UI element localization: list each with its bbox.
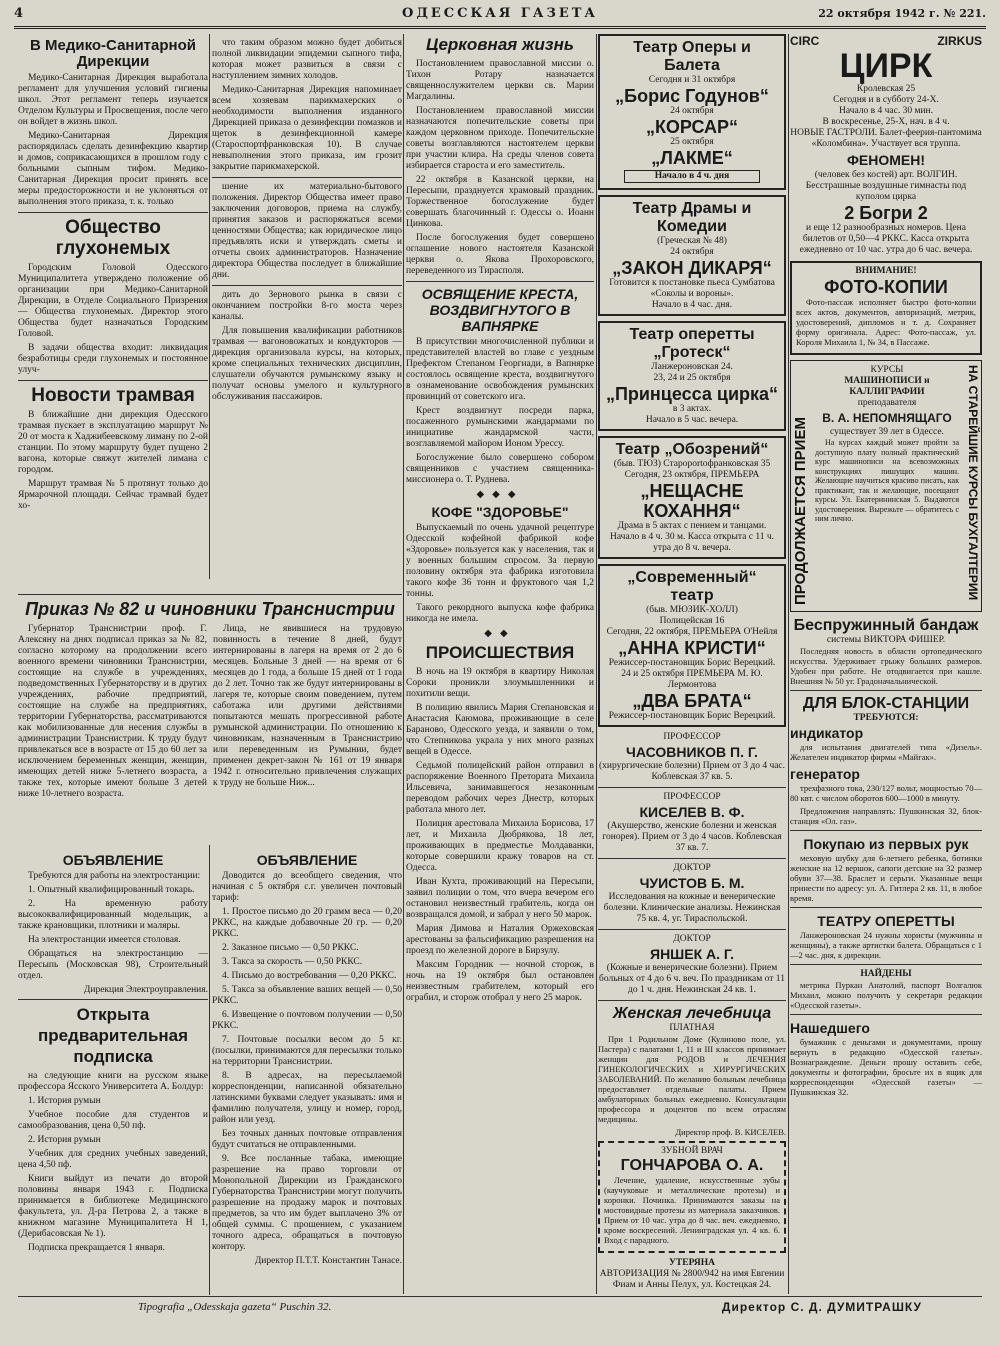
- dentist-ad: [598, 1141, 786, 1253]
- announcement-paragraph: 2. Заказное письмо — 0,50 РККС.: [222, 943, 359, 953]
- ad-text: На курсах каждый может пройти за доступную плату полный практический курс машинописи на всевозможных конструкциях пишущих машин. Желающие научиться красиво писать, как практикант, так и желающие, посещают курсы. Ул. Екатерининская 5. Выдаются удостоверения. Вырежьте — обратитесь с ним лично.: [815, 438, 959, 523]
- drama-theatre-ad: [598, 195, 786, 316]
- divider: [598, 929, 786, 930]
- ad-line: В воскресенье, 25-Х, нач. в 4 ч.: [822, 117, 950, 127]
- article-paragraph: Полиция арестовала Михаила Борисова, 17 лет, и Михаила Дюбрякова, 18 лет, проживающих в предместье Молдаванки, которые совершили кражу товаров на ст. Одесса.: [406, 819, 594, 873]
- ad-line: Режиссер-постановщик Борис Верецкий.: [608, 711, 776, 721]
- ad-line: Начало в 4 ч. дня: [624, 170, 760, 183]
- ad-line: 24 и 25 октября ПРЕМЬЕРА М. Ю. Лермонтова: [621, 669, 763, 690]
- ad-text: При 1 Родильном Доме (Кулиново поле, ул. Пастера) с палатами 1, 11 и III классов принимает женщин для РОДОВ и ЛЕЧЕНИЯ ГИНЕКОЛОГИЧЕСКИХ и ХИРУРГИЧЕСКИХ ЗАБОЛЕВАНИЙ. По желанию больным лечебница предоставляет отдельные палаты. Прием амбулаторных больных ежедневно. Консультации профессора и доцентов по всем отраслям медицины.: [598, 1034, 786, 1124]
- ad-line: в 3 актах.: [672, 404, 712, 414]
- announcement-paragraph: Без точных данных почтовые отправления будут считаться не отправленными.: [212, 1129, 402, 1150]
- signature: Дирекция Электроуправления.: [83, 985, 208, 995]
- article-paragraph: Медико-Санитарная Дирекция распорядилась сделать дезинфекцию квартир и домов, соприкасающихся в прошлом году с больными сыпным тифом. Медико-Санитарная Дирекция просит принять все меры предосторожности и не уклоняться от выполнения этого приказа, т. к. только: [18, 131, 208, 207]
- column-2-top: [212, 34, 402, 589]
- ad-title: Театр Оперы и Балета: [633, 39, 751, 74]
- bandage-ad: [790, 617, 982, 686]
- article-paragraph: Медико-Санитарная Дирекция выработала регламент для улучшения условий гигиены школ. Этот регламент теперь изучается Отделом Культуры и Просвещения, после чего он войдет в жизнь школ.: [18, 73, 208, 127]
- buying-ad: [790, 835, 982, 903]
- divider: [406, 281, 594, 282]
- ad-line: Сегодня, 23 октября, ПРЕМЬЕРА: [624, 470, 760, 480]
- order-82-article: [18, 594, 402, 849]
- ad-line: Сегодня, 22 октября, ПРЕМЬЕРА О'Нейля: [606, 627, 778, 637]
- ad-line: (быв. ТЮЗ) Староportoфранковская 35: [613, 459, 771, 469]
- divider: [212, 177, 402, 178]
- ad-title: Беспружинный бандаж: [793, 617, 979, 634]
- vertical-banner: ПРОДОЛЖАЕТСЯ ПРИЕМ: [792, 417, 809, 605]
- article-paragraph: Постановлением православной миссии назначаются попечительские советы при каждом церковном приходе. Попечительские советы возглавляются настоятелем церкви при участии клира. На среды членов совета избирается староста и его заместитель.: [406, 106, 594, 171]
- ad-line: ЗУБНОЙ ВРАЧ: [661, 1146, 723, 1156]
- article-paragraph: Богослужение было совершено собором священников с участием священника-миссионера о. Т. Руднева.: [406, 453, 594, 485]
- ad-line: (человек без костей) арт. ВОЛГИН.: [814, 170, 958, 180]
- ad-title: Покупаю из первых рук: [803, 836, 969, 852]
- ad-highlight: ФЕНОМЕН!: [846, 152, 926, 168]
- found-notice: [790, 969, 982, 1010]
- ad-line: 24 октября: [670, 106, 714, 116]
- operetta-hiring-ad: [790, 912, 982, 960]
- divider: [790, 1014, 982, 1015]
- announcement-paragraph: Доводится до всеобщего сведения, что начиная с 5 октября с.г. увеличен почтовый тариф:: [212, 871, 402, 903]
- announcement-paragraph: 3. Такса за скорость — 0,50 РККС.: [222, 957, 363, 967]
- announcement-title: ОБЪЯВЛЕНИЕ: [256, 852, 358, 868]
- ad-line: Готовится к постановке пьеса Сумбатова «Соколы и вороны».: [609, 278, 775, 299]
- divider: [598, 858, 786, 859]
- column-rule: [403, 34, 404, 1294]
- ad-text: трехфазного тока, 230/127 вольт, мощностью 70—80 квт. с числом оборотов 600—1000 в минуту.: [790, 783, 982, 803]
- ad-text: для испытания двигателей типа «Дизель». Желателен индикатор фирмы «Майгак».: [790, 742, 982, 762]
- typing-courses-ad: [790, 360, 982, 612]
- ad-title: „Современный“ театр: [627, 569, 757, 604]
- issue-date: 22 октября 1942 г. № 221.: [818, 7, 986, 20]
- article-paragraph: В присутствии многочисленной публики и представителей властей во главе с уездным Префектом Степаном Георгиади, в Вапнярке состоялось освящение креста, воздвигнутого в ознаменование освобождения румынских провинций от советского ига.: [406, 337, 594, 402]
- ad-highlight: „Борис Годунов“: [615, 86, 769, 106]
- director-signature: Директор С. Д. ДУМИТРАШКУ: [721, 1300, 922, 1314]
- masthead: [14, 4, 986, 29]
- article-paragraph: Городским Головой Одесского Муниципалитета утверждено положение об организации при Медико-Санитарной Дирекции, в Отделе Социального Призрения — Общества глухонемых. Директор этого Общества будет назначаться Городским Головой.: [18, 263, 208, 339]
- ad-highlight: „Принцесса цирка“: [605, 384, 779, 404]
- ad-title: В. А. НЕПОМНЯЩАГО: [822, 411, 952, 425]
- article-paragraph: Такого рекордного выпуска кофе фабрика никогда не имела.: [406, 603, 594, 624]
- ad-line: Начало в 5 час. вечера.: [645, 415, 739, 425]
- column-4: [598, 34, 786, 1292]
- block-station-ad: [790, 695, 982, 826]
- column-rule: [788, 34, 789, 1294]
- announcement-paragraph: 1. Опытный квалифицированный токарь.: [28, 885, 195, 895]
- article-paragraph: После богослужения будет совершено оглашение нового настоятеля Казанской церкви о. Якова Прохоровского, переведенного из Тирасполя.: [406, 233, 594, 276]
- ad-line: Драма в 5 актах с пением и танцами.: [617, 521, 767, 531]
- article-paragraph: В задачи общества входит: ликвидация безработицы среди глухонемых и постоянное улуч-: [18, 343, 208, 375]
- ad-line: системы ВИКТОРА ФИШЕР.: [826, 635, 946, 645]
- ad-text: бумажник с деньгами и документами, прошу вернуть в редакцию «Одесской газеты». Вознаграждение. Деньги прошу оставить себе, документы и фотографии, бросьте их в ящик для корреспонденции «Одесской газеты» — Пушкинская 32.: [790, 1037, 982, 1097]
- announcement-paragraph: 4. Письмо до востребования — 0,20 РККС.: [222, 971, 397, 981]
- article-paragraph: Максим Городник — ночной сторож, в ночь на 19 октября был остановлен неизвестным грабителем, который его ограбил, и сторож отобрал у него 25 марок.: [406, 960, 594, 1003]
- divider: [790, 690, 982, 691]
- ad-text: метрика Пуркан Анатолий, паспорт Волгалюк Михаил, можно получить у секретаря редакции «Одесской газеты».: [790, 980, 982, 1010]
- ad-text: меховую шубку для 6-летнего ребенка, ботинки женские на 12 вершок, сапоги детские на 32 размер обуви 37—38. Браслет и серьги. Указанные вещи принести по адресу: ул. А. Гитлера 2 кв. 11, в любое время.: [790, 853, 982, 903]
- doctor-role: ПРОФЕССОР: [663, 732, 721, 742]
- column-rule: [209, 845, 210, 1295]
- divider: [18, 999, 208, 1000]
- ad-line: Начало в 4 ч. 30 м. Касса открыта с 11 ч. утра до 8 ч. вечера.: [609, 532, 774, 553]
- article-paragraph: Медико-Санитарная Дирекция напоминает всем хозяевам парикмахерских о необходимости выполнения изданного Дирекцией приказа о дезинфекции помазков и щеток в дезинфекционной камере (Староспортфранковская 10). В случае невыполнения этого приказа, им грозит закрытие парикмахерской.: [212, 85, 402, 172]
- ad-text: АВТОРИЗАЦИЯ № 2800/942 на имя Евгении Фиам и Анны Пелух, ул. Костецкая 24.: [599, 1269, 785, 1290]
- announcement-paragraph: 9. Все посланные табака, имеющие разрешение на право торговли от Монопольной Дирекции из Гражданского Губернаторства Транснистрии могут получить разрешение на продажу марок и почтовых предметов, за что им будет выплачено 3% от общей суммы. С прошением, с указанием точного адреса, обращаться в почтовую контору.: [212, 1154, 402, 1252]
- ad-text: Последняя новость в области ортопедического искусства. Удерживает грыжу больших размеров. Удобен при работе. Не отодвигается при кашле. Внешняя № 50 уг. Градоначальнической.: [790, 646, 982, 686]
- announcement-paragraph: 5. Такса за объявление ваших вещей — 0,50 РККС.: [212, 985, 402, 1006]
- ad-line: ТРЕБУЮТСЯ:: [853, 713, 919, 723]
- announcement-paragraph: На электростанции имеется столовая.: [28, 935, 181, 945]
- doctor-name: ЧАСОВНИКОВ П. Г.: [626, 744, 758, 760]
- article-paragraph: Седьмой полицейский район отправил в распоряжение Военного Претората Михаила Ильсевича, занимавшегося незаконным переводом рабочих через Днестр, которых работала много лет.: [406, 761, 594, 815]
- announcement-paragraph: 1. Простое письмо до 20 грамм веса — 0,20 РККС, на каждые добавочные 20 гр. — 0,20 РККС.: [212, 907, 402, 939]
- ad-highlight: индикатор: [790, 725, 864, 741]
- subscription-paragraph: Подписка прекращается 1 января.: [28, 1243, 165, 1253]
- column-1-top: [18, 34, 208, 589]
- announcement-paragraph: 6. Извещение о почтовом получении — 0,50 РККС.: [212, 1010, 402, 1031]
- article-paragraph: В ближайшие дни дирекция Одесского трамвая пускает в эксплуатацию маршрут № 20 от моста к Хаджибеевскому лиману по 2-ой станции. По этому маршруту будет пущено 2 вагона, которые свяжут жителей лимана с городом.: [18, 410, 208, 475]
- article-title: Церковная жизнь: [426, 35, 574, 54]
- ad-line: существует 39 лет в Одессе.: [830, 427, 944, 437]
- article-paragraph: 22 октября в Казанской церкви, на Пересыпи, празднуется храмовый праздник. Торжественное богослужение будет совершать благочинный г. Одессы о. Иоанн Цинкова.: [406, 175, 594, 229]
- ad-line: 24 октября: [670, 247, 714, 257]
- divider: [790, 907, 982, 908]
- divider: [18, 212, 208, 213]
- article-paragraph: Маршрут трамвая № 5 протянут только до Ярмарочной площади. Сейчас трамвай будет хо-: [18, 479, 208, 511]
- divider: [598, 1000, 786, 1001]
- ad-title: ДЛЯ БЛОК-СТАНЦИИ: [802, 695, 970, 712]
- article-paragraph: что таким образом можно будет добиться полной ликвидации эпидемии сыпного тифа, которая может развиться в связи с наступлением зимних холодов.: [212, 38, 402, 81]
- column-5: [790, 34, 982, 1292]
- article-title: Приказ № 82 и чиновники Транснистрии: [25, 599, 395, 619]
- ad-title: ФОТО-КОПИИ: [824, 277, 948, 297]
- doctor-name: ЯНШЕК А. Г.: [650, 946, 734, 962]
- article-paragraph: дить до Зернового рынка в связи с окончанием постройки 8-го моста через каналы.: [212, 290, 402, 322]
- ad-line: ПЛАТНАЯ: [669, 1023, 715, 1033]
- ad-line: 25 октября: [670, 137, 714, 147]
- page-number: 4: [14, 6, 24, 21]
- ad-text: Фото-пассаж исполняет быстро фото-копии всех актов, документов, авторизаций, метрик, удостоверений, дипломов и т. д. Сохраняет форму оригинала. Адрес: Фото-пассаж, ул. Короля Михаила 1, № 34, в Пассаже.: [796, 297, 976, 347]
- divider: [790, 964, 982, 965]
- ad-title: НАЙДЕНЫ: [860, 969, 912, 979]
- ad-text: Лечение, удаление, искусственные зубы (каучуковые и металлические протезы) и коронки. Починка. Принимаются заказы на мостовидные протезы из материала заказчиков. Прием от 10 час. утра до 8 час. веч. ежедневно, кроме воскресений. Ленинградская ул. 4 кв. 6. Вход с парадного.: [604, 1175, 780, 1245]
- signature: Директор П.Т.Т. Константин Танасе.: [254, 1256, 402, 1266]
- column-3: [406, 34, 594, 1292]
- article-title: Общество глухонемых: [55, 217, 171, 259]
- lost-notice: [598, 1258, 786, 1291]
- announcement-paragraph: 2. На временную работу высококвалифицированный модельщик, а также крановщики, плотники и маляры.: [18, 899, 208, 931]
- ad-line: Бесстрашные воздушные гимнасты под куполом цирка: [805, 181, 967, 202]
- ad-line: Кролевская 25: [856, 84, 916, 94]
- column-1-bottom: [18, 848, 208, 1293]
- ad-title: Театр „Обозрений“: [615, 441, 769, 458]
- ad-line: НОВЫЕ ГАСТРОЛИ. Балет-феерия-пантомима «Коломбина». Участвует вся труппа.: [790, 128, 982, 149]
- article-title: Новости трамвая: [31, 385, 195, 406]
- ad-line: ВНИМАНИЕ!: [855, 266, 917, 276]
- printer-imprint: Tipografia „Odesskaja gazeta“ Puschin 32.: [138, 1301, 332, 1313]
- newspaper-name: ОДЕССКАЯ ГАЗЕТА: [402, 6, 598, 21]
- signature: Директор проф. В. КИСЕЛЕВ.: [675, 1127, 786, 1137]
- doctor-info: Исследования на кожные и венерические болезни. Клинические анализы. Нежинская 75 кв. 4, уг. Тираспольской.: [603, 892, 781, 924]
- subscription-paragraph: 2. История румын: [28, 1135, 101, 1145]
- circus-label-right: ZIRKUS: [937, 34, 982, 48]
- article-paragraph: Для повышения квалификации работников трамвая — вагоновожатых и кондукторов — дирекция организовала курсы, на которых, кроме специальных технических дисциплин, слушатели обучаются румынскому языку и получат основы умелого и культурного обслуживания пассажиров.: [212, 326, 402, 402]
- womens-clinic-ad: [598, 1005, 786, 1137]
- ad-highlight: „ЗАКОН ДИКАРЯ“: [612, 258, 772, 278]
- ad-line: (Греческая № 48): [657, 236, 727, 246]
- ad-title: Театр Драмы и Комедии: [632, 200, 752, 235]
- ad-title: УТЕРЯНА: [668, 1258, 716, 1268]
- ad-highlight: 2 Богри 2: [844, 203, 928, 223]
- finder-notice: [790, 1019, 982, 1097]
- opera-theatre-ad: [598, 34, 786, 190]
- column-rule: [209, 34, 210, 579]
- ad-line: КУРСЫ: [870, 365, 904, 375]
- article-title: ОСВЯЩЕНИЕ КРЕСТА, ВОЗДВИГНУТОГО В ВАПНЯРКЕ: [421, 286, 579, 334]
- ad-highlight: „КОРСАР“: [645, 117, 739, 137]
- sovremenny-theatre-ad: [598, 564, 786, 727]
- ad-title: Женская лечебница: [612, 1005, 772, 1022]
- article-paragraph: В полицию явились Мария Степановская и Анастасия Каюмова, проживающие в селе Бараново, Одесского уезда, и заявили о том, что Степникова украла у них много разных вещей в Одессе.: [406, 703, 594, 757]
- footer: [18, 1296, 982, 1321]
- divider: [18, 380, 208, 381]
- subscription-paragraph: Учебное пособие для студентов и самообразования, цена 0,50 пф.: [18, 1110, 208, 1131]
- ad-highlight: „АННА КРИСТИ“: [618, 638, 766, 658]
- ad-title: Нашедшего: [790, 1020, 870, 1036]
- ad-title: ГОНЧАРОВА О. А.: [620, 1157, 764, 1174]
- ad-line: (быв. МЮЗИК-ХОЛЛ): [646, 605, 738, 615]
- subscription-paragraph: на следующие книги на русском языке профессора Ясского Университета А. Болдур:: [18, 1071, 208, 1092]
- doctor-name: ЧУИСТОВ Б. М.: [639, 875, 745, 891]
- announcement-paragraph: Требуются для работы на электростанции:: [28, 871, 201, 881]
- doctor-info: (хирургические болезни) Прием от 3 до 4 час. Коблевская 37 кв. 5.: [598, 761, 786, 782]
- column-rule: [596, 34, 597, 1294]
- article-title: ПРОИСШЕСТВИЯ: [425, 643, 575, 662]
- article-paragraph: Крест воздвигнут посреди парка, посаженного румынскими жандармами по инициативе жандармской части, возглавляемой майором Ионом Урессу.: [406, 406, 594, 449]
- ad-line: Сегодня и в субботу 24-X.: [833, 95, 939, 105]
- ad-line: 23, 24 и 25 октября: [653, 373, 731, 383]
- photo-copy-ad: [790, 261, 982, 355]
- announcement-title: ОБЪЯВЛЕНИЕ: [62, 852, 164, 868]
- ad-line: Начало в 4 час. дня.: [651, 300, 733, 310]
- article-paragraph: шение их материально-бытового положения. Директор Общества имеет право заключения договоров, приема на службу, принятия заказов и распоряжаться всеми ценностями Общества; как юридическое лицо предъявлять иски и утверждать сметы и отчеты своих администраторов. Назначение директора Общества последует в ближайшие дни.: [212, 182, 402, 280]
- ad-line: Режиссер-постановщик Борис Верецкий.: [608, 658, 776, 668]
- subscription-paragraph: 1. История румын: [28, 1096, 101, 1106]
- divider: [212, 285, 402, 286]
- ad-text: Ланжероновская 24 нужны хористы (мужчины и женщины), а также артистки балета. Обращаться с 1—2 час. дня, к дирекции.: [790, 930, 982, 960]
- doctor-name: КИСЕЛЕВ В. Ф.: [639, 804, 745, 820]
- divider: [790, 830, 982, 831]
- circus-ad: [790, 34, 982, 256]
- ad-highlight: „ЛАКМЕ“: [651, 148, 733, 168]
- article-paragraph: Иван Кухта, проживающий на Пересыпи, заявил полиции о том, что вчера вечером его остановил неизвестный грабитель, когда он возвращался домой, и забрал у него 50 марок.: [406, 877, 594, 920]
- article-paragraph: Лица, не явившиеся на трудовую повинность в течение 8 дней, будут интернированы в лагеря на время от 2 до 6 месяцев. Больные 3 дней — на время от 6 месяцев до 1 года, а больше 15 дней от 1 года до 2 лет. Точно так же будут интернированы в лагеря те, которые своим поведением, путем саботажа или другими действиями попытаются мешать прогрессивной работе румынской администрации. По отношению к чиновникам, назначенным в Транснистрию или переведенным из Румынии, будет применен декрет-закон № 161 от 19 января 1942 г. относительно привлечения служащих к труду не больше Ниж...: [213, 624, 402, 788]
- subscription-title: Открыта предварительная подписка: [37, 1005, 189, 1066]
- ad-text: Предложения направлять: Пушкинская 32, блок-станция «Ол. газ».: [790, 806, 982, 826]
- ad-line: Ланжероновская 24.: [651, 362, 733, 372]
- article-paragraph: Мария Димова и Наталия Оржеховская арестованы за фальсификацию разрешения на проезд по железной дороге в Бирзулу.: [406, 924, 594, 956]
- article-title: КОФЕ "ЗДОРОВЬЕ": [431, 504, 569, 520]
- ad-line: Начало в 4 час. 30 мин.: [838, 106, 934, 116]
- article-paragraph: Постановлением православной миссии о. Тихон Ротару назначается священнослужителем церкви св. Марии Магдалины.: [406, 59, 594, 102]
- circus-title: ЦИРК: [839, 47, 933, 85]
- ornament: ◆◆: [484, 628, 516, 639]
- column-2-bottom: [212, 848, 402, 1293]
- obozreniy-theatre-ad: [598, 436, 786, 559]
- article-paragraph: Губернатор Транснистрии проф. Г. Алексяну на днях подписал приказ за № 82, согласно которому на продолжении всего военного времени чиновники Транснистрии, состоящие на службе в учреждениях, подведомственных Губернаторству и в других учреждениях, рабочие предприятий, состоящие на службе на предприятиях, территории Губернаторства, рассматриваются как мобилизованные для несения службы в администрации Транснистрии. К труду будут привлекаться все в возрасте от 15 до 60 лет за исключением беременных женщин, женщин, имеющих детей ниже 5-летнего возраста, а также тех, которые имеют больше 3 детей ниже 10-летнего возраста.: [18, 624, 207, 799]
- ornament: ◆◆◆: [476, 489, 524, 500]
- ad-line: и еще 12 разнообразных номеров. Цена билетов от 0,50—4 РККС. Касса открыта ежедневно от 10 час. утра до 6 час. вечера.: [799, 223, 973, 255]
- ad-line: МАШИНОПИСИ и КАЛЛИГРАФИИ: [844, 376, 930, 397]
- announcement-paragraph: Обращаться на электростанцию — Пересыпь (Московская 98), Строительный отдел.: [18, 949, 208, 981]
- divider: [598, 787, 786, 788]
- doctor-ad: [598, 732, 786, 996]
- circus-label-left: CIRC: [790, 34, 820, 48]
- ad-highlight: „НЕЩАСНЕ КОХАННЯ“: [640, 481, 744, 521]
- announcement-paragraph: 8. В адресах, на пересылаемой корреспонденции, написанной обязательно латинскими буквами следует указывать: имя и фамилию получателя, улицу и номер, город, район или уезд.: [212, 1071, 402, 1125]
- doctor-role: ПРОФЕССОР: [663, 792, 721, 802]
- doctor-info: (Акушерство, женские болезни и женская гонорея). Прием от 3 до 4 часов. Коблевская 37 кв. 7.: [602, 821, 782, 853]
- announcement-paragraph: 7. Почтовые посылки весом до 5 кг. (посылки, принимаются для пересылки только на территории Транснистрии.: [212, 1035, 402, 1067]
- ad-highlight: генератор: [790, 766, 860, 782]
- ad-line: преподавателя: [857, 398, 917, 408]
- article-title: В Медико-Санитарной Дирекции: [30, 37, 196, 70]
- vertical-banner: НА СТАРЕЙШИЕ КУРСЫ БУХГАЛТЕРИИ: [966, 365, 980, 601]
- subscription-paragraph: Учебник для средних учебных заведений, цена 4,50 пф.: [18, 1149, 208, 1170]
- grotesk-theatre-ad: [598, 321, 786, 431]
- ad-highlight: „ДВА БРАТА“: [632, 691, 752, 711]
- doctor-role: ДОКТОР: [673, 863, 711, 873]
- doctor-role: ДОКТОР: [673, 934, 711, 944]
- ad-title: Театр оперетты „Гротеск“: [629, 326, 755, 361]
- ad-line: Сегодня и 31 октября: [648, 75, 736, 85]
- ad-line: Полицейская 16: [659, 616, 725, 626]
- doctor-info: (Кожные и венерические болезни). Прием больных от 4 до 6 ч. веч. По праздникам от 11 до 1 ч. дня. Нежинская 24 кв. 1.: [599, 963, 785, 995]
- article-paragraph: Выпускаемый по очень удачной рецептуре Одесской кофейной фабрикой кофе «Здоровье» пользуется как у населения, так и у военных большим спросом. За первую половину октября эта фабрика изготовила такого кофе 36 тонн и фруктового чая 1,2 тонны.: [406, 523, 594, 599]
- article-paragraph: В ночь на 19 октября в квартиру Николая Сороки проникли злоумышленники и похитили вещи.: [406, 667, 594, 699]
- subscription-paragraph: Книги выйдут из печати до второй половины января 1943 г. Подписка принимается в библиотеке Медицинского факультета, ул. Д-ра Петрова 2, а также в книжном магазине Муниципалитета Н 1, (Дерибасовская № 1).: [18, 1174, 208, 1239]
- ad-title: ТЕАТРУ ОПЕРЕТТЫ: [817, 913, 955, 929]
